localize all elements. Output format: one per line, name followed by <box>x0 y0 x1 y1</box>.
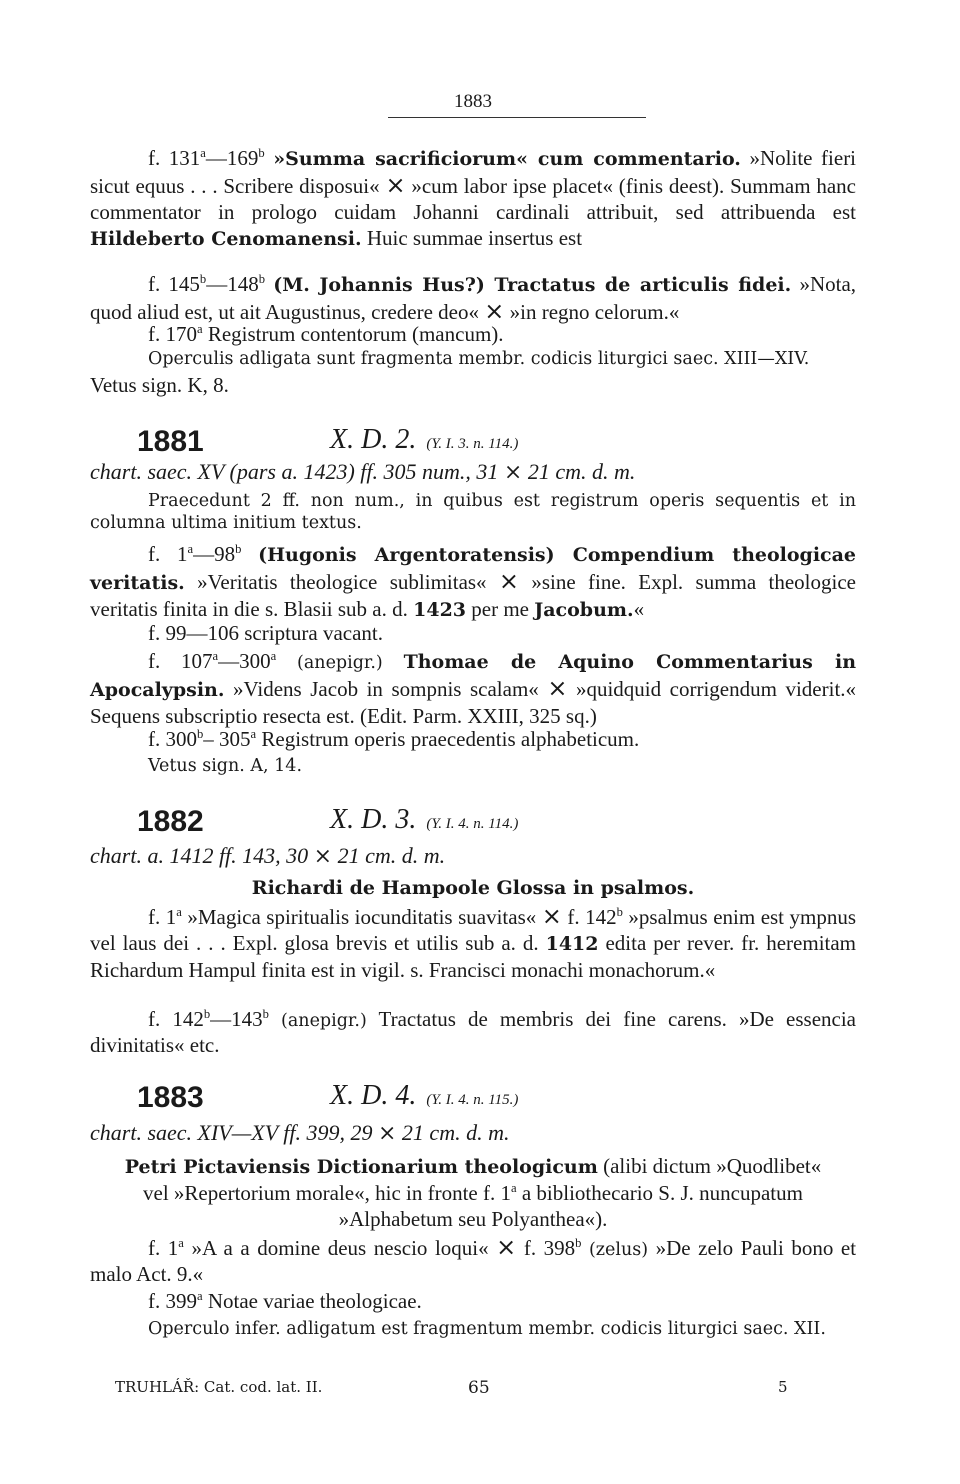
registrum-alphabeticum-line: f. 300$^b$– 305$^a$ Registrum operis praecedentis alphabeticum. <box>148 727 640 751</box>
entry-number: 1883 <box>137 1081 204 1114</box>
shelfmark: X. D. 3. (Y. I. 4. n. 114.) <box>330 804 519 835</box>
praecedunt-note: Praecedunt 2 ff. non num., in quibus est registrum operis sequentis et in columna ultima initium textus. <box>90 491 856 533</box>
shelfmark: X. D. 4. (Y. I. 4. n. 115.) <box>330 1080 519 1111</box>
cross-icon: ⨯ <box>498 567 520 595</box>
footer-signature-mark: 5 <box>778 1378 788 1396</box>
apocalypsin-paragraph: f. 107$^a$—300$^a$ (anepigr.) Thomae de Aquino Commentarius in Apocalypsin. »Videns Jacob in sompnis scalam« ⨯ »quidquid corrigendum viderit.« Sequens subscriptio resecta est. (Edit. Parm. XXIII, 325 sq.) <box>90 649 857 728</box>
vacant-line: f. 99—106 scriptura vacant. <box>148 621 384 645</box>
operculo-note: Operculo infer. adligatum est fragmentum membr. codicis liturgici saec. XII. <box>148 1319 826 1339</box>
vetus-signature: Vetus sign. A, 14. <box>148 756 303 776</box>
registrum-line: f. 170$^a$ Registrum contentorum (mancum). <box>148 322 504 346</box>
cross-icon: ⨯ <box>385 171 406 199</box>
shelfmark: X. D. 2. (Y. I. 3. n. 114.) <box>330 424 519 455</box>
running-head: 1883 <box>454 91 492 112</box>
work-title: Richardi de Hampoole Glossa in psalmos. <box>251 877 695 899</box>
entry-1880-continuation: f. 131$^a$—169$^b$ »Summa sacrificiorum« cum commentario. »Nolite fieri sicut equus . . . Scribere disposui« ⨯ »cum labor ipse placet« (finis deest). Summam hanc commentator in prologo cuidam Johanni cardinali attribuit, sed attribuenda est Hildeberto Cenomanensi. Huic summae insertus est <box>90 146 857 250</box>
entry-number: 1882 <box>137 805 204 838</box>
tractatus-paragraph: f. 145$^b$—148$^b$ (M. Johannis Hus?) Tractatus de articulis fidei. »Nota, quod aliud est, ut ait Augustinus, credere deo« ⨯ »in regno celorum.« <box>90 272 857 325</box>
vetus-signature: Vetus sign. K, 8. <box>90 373 229 397</box>
entry-number: 1881 <box>137 425 204 458</box>
notae-line: f. 399$^a$ Notae variae theologicae. <box>148 1289 422 1313</box>
dictionarium-paragraph: f. 1$^a$ »A a a domine deus nescio loqui« ⨯ f. 398$^b$ (zelus) »De zelo Pauli bono et malo Act. 9.« <box>90 1233 857 1286</box>
cross-icon: ⨯ <box>547 674 568 702</box>
codex-description: chart. a. 1412 ff. 143, 30 ⨯ 21 cm. d. m. <box>90 843 446 868</box>
operculis-note: Operculis adligata sunt fragmenta membr. codicis liturgici saec. XIII—XIV. <box>148 349 810 369</box>
codex-description: chart. saec. XIV—XV ff. 399, 29 ⨯ 21 cm. d. m. <box>90 1120 510 1145</box>
membris-paragraph: f. 142$^b$—143$^b$ (anepigr.) Tractatus de membris dei fine carens. »De essencia divinitatis« etc. <box>90 1007 857 1057</box>
catalogue-page <box>90 0 856 1484</box>
cross-icon: ⨯ <box>496 1233 517 1261</box>
codex-description: chart. saec. XV (pars a. 1423) ff. 305 num., 31 ⨯ 21 cm. d. m. <box>90 459 636 484</box>
cross-icon: ⨯ <box>484 297 505 325</box>
dictionarium-title: Petri Pictaviensis Dictionarium theologicum (alibi dictum »Quodlibet« vel »Repertorium morale«, hic in fronte f. 1$^a$ a bibliothecario S. J. nuncupatum »Alphabetum seu Polyanthea«). <box>124 1154 822 1231</box>
footer-page-number: 65 <box>468 1378 490 1398</box>
footer-author: TRUHLÁŘ: Cat. cod. lat. II. <box>115 1378 323 1396</box>
compendium-paragraph: f. 1$^a$—98$^b$ (Hugonis Argentoratensis) Compendium theologicae veritatis. »Veritatis theologice sublimitas« ⨯ »sine fine. Expl. summa theologice veritatis finita in die s. Blasii sub a. d. 1423 per me Jacobum.« <box>90 542 857 621</box>
cross-icon: ⨯ <box>541 902 562 930</box>
running-head-rule <box>388 117 646 118</box>
glossa-paragraph: f. 1$^a$ »Magica spiritualis iocunditatis suavitas« ⨯ f. 142$^b$ »psalmus enim est ympnus vel laus dei . . . Expl. glosa brevis et utilis sub a. d. 1412 edita per rever. fr. heremitam Richardum Hampul finita est in vigil. s. Francisci monachi monachorum.« <box>90 902 857 982</box>
